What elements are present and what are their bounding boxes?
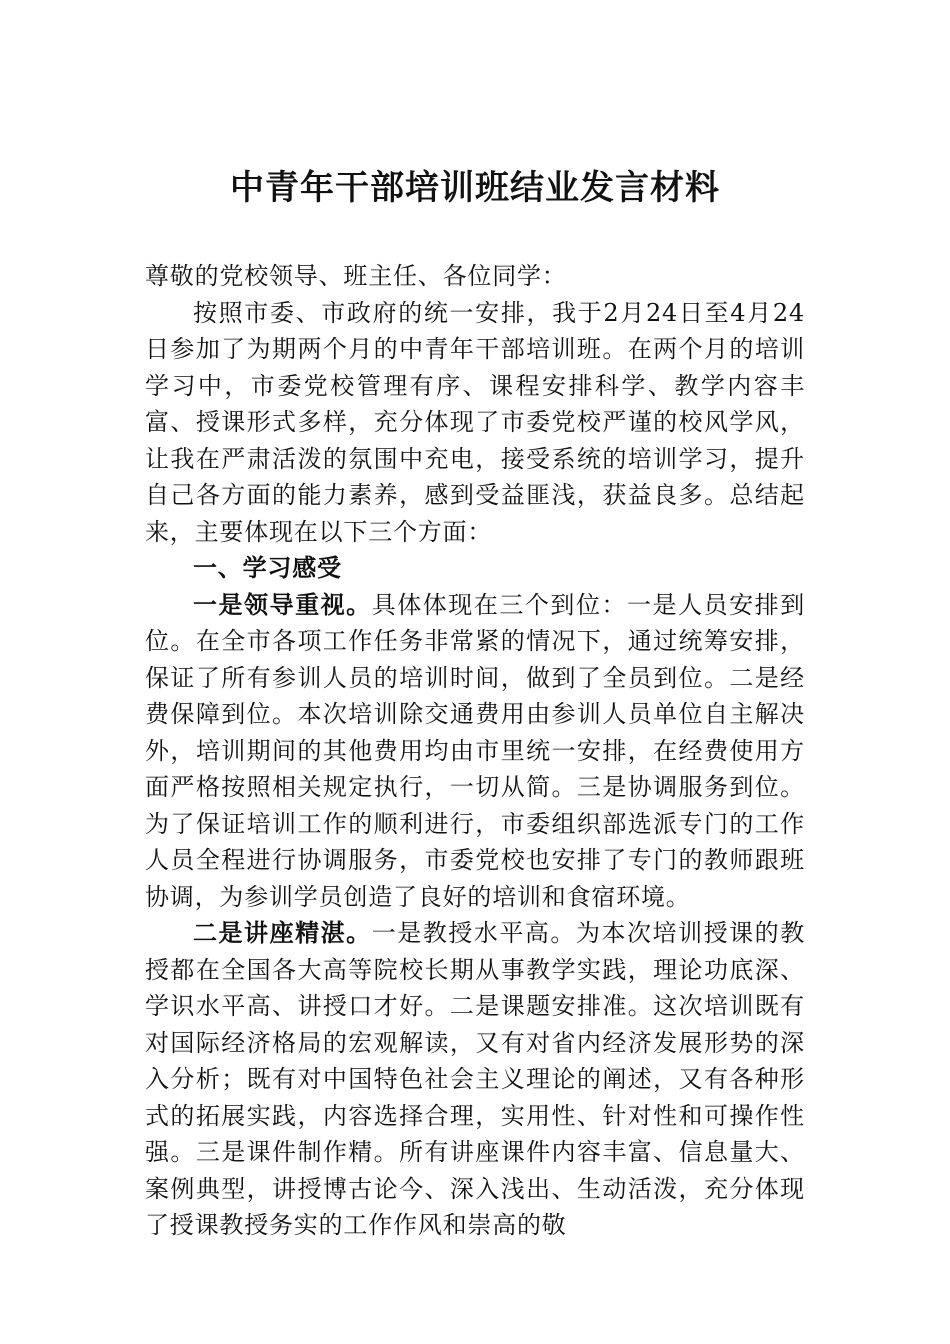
point-1-lead: 一是领导重视。 [193, 589, 372, 619]
section-heading-1: 一、学习感受 [193, 553, 342, 582]
salutation: 尊敬的党校领导、班主任、各位同学： [145, 262, 567, 290]
document-body [145, 258, 805, 1244]
point-1-text: 具体体现在三个到位：一是人员安排到位。在全市各项工作任务非常紧的情况下，通过统筹安排，保证了所有参训人员的培训时间，做到了全员到位。二是经费保障到位。本次培训除交通费用由参训人员单位自主解决外，培训期间的其他费用均由市里统一安排，在经费使用方面严格按照相关规定执行，一切从简。三是协调服务到位。为了保证培训工作的顺利进行，市委组织部选派专门的工作人员全程进行协调服务，市委党校也安排了专门的教师跟班协调，为参训学员创造了良好的培训和食宿环境。 [145, 590, 805, 911]
paragraph-point-2 [145, 915, 805, 1244]
intro-paragraph: 按照市委、市政府的统一安排，我于2月24日至4月24日参加了为期两个月的中青年干部培训班。在两个月的培训学习中，市委党校管理有序、课程安排科学、教学内容丰富、授课形式多样，充分体现了市委党校严谨的校风学风，让我在严肃活泼的氛围中充电，接受系统的培训学习，提升自己各方面的能力素养，感到受益匪浅，获益良多。总结起来，主要体现在以下三个方面： [145, 298, 805, 546]
document-title: 中青年干部培训班结业发言材料 [230, 168, 720, 208]
paragraph-point-1 [145, 587, 805, 916]
point-2-lead: 二是讲座精湛。 [193, 918, 372, 947]
point-2-text: 一是教授水平高。为本次培训授课的教授都在全国各大高等院校长期从事教学实践，理论功底深、学识水平高、讲授口才好。二是课题安排准。这次培训既有对国际经济格局的宏观解读，又有对省内经济发展形势的深入分析；既有对中国特色社会主义理论的阐述，又有各种形式的拓展实践，内容选择合理，实用性、针对性和可操作性强。三是课件制作精。所有讲座课件内容丰富、信息量大、案例典型，讲授博古论今、深入浅出、生动活泼，充分体现了授课教授务实的工作作风和崇高的敬 [145, 919, 805, 1239]
